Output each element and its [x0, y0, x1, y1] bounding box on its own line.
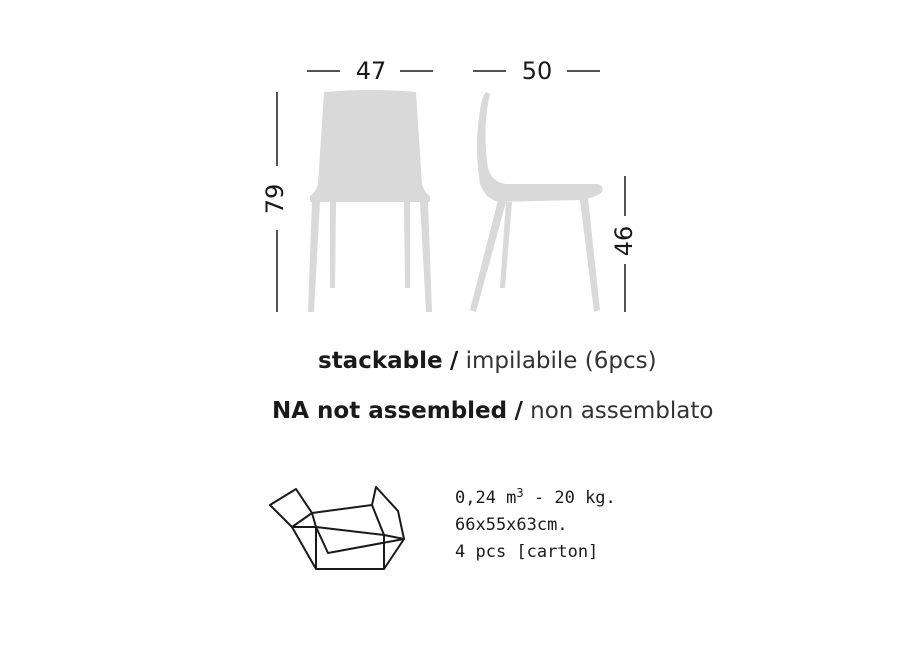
width-label: 47	[355, 57, 387, 85]
carton-box-icon	[266, 483, 410, 571]
depth-label: 50	[521, 57, 553, 85]
packaging-info	[455, 480, 616, 566]
stackable-label: stackable	[318, 348, 443, 374]
packaging-weight: - 20 kg.	[523, 488, 616, 508]
assembly-translation: non assemblato	[530, 398, 714, 424]
assembly-separator: /	[514, 398, 523, 424]
stackable-translation: impilabile (6pcs)	[465, 348, 657, 374]
packaging-volume-exponent: 3	[516, 486, 524, 500]
packaging-quantity: 4 pcs [carton]	[455, 542, 599, 562]
assembly-label: NA not assembled	[272, 398, 508, 424]
assembly-info	[272, 400, 713, 423]
height-label: 79	[261, 183, 289, 215]
stackable-info	[318, 350, 657, 373]
packaging-volume-weight	[455, 480, 616, 512]
packaging-size: 66x55x63cm.	[455, 515, 568, 535]
chair-side-icon	[466, 88, 608, 314]
chair-front-icon	[300, 88, 440, 314]
packaging-volume: 0,24 m	[455, 488, 517, 508]
seat-height-label: 46	[610, 225, 638, 257]
stackable-separator: /	[449, 348, 459, 374]
